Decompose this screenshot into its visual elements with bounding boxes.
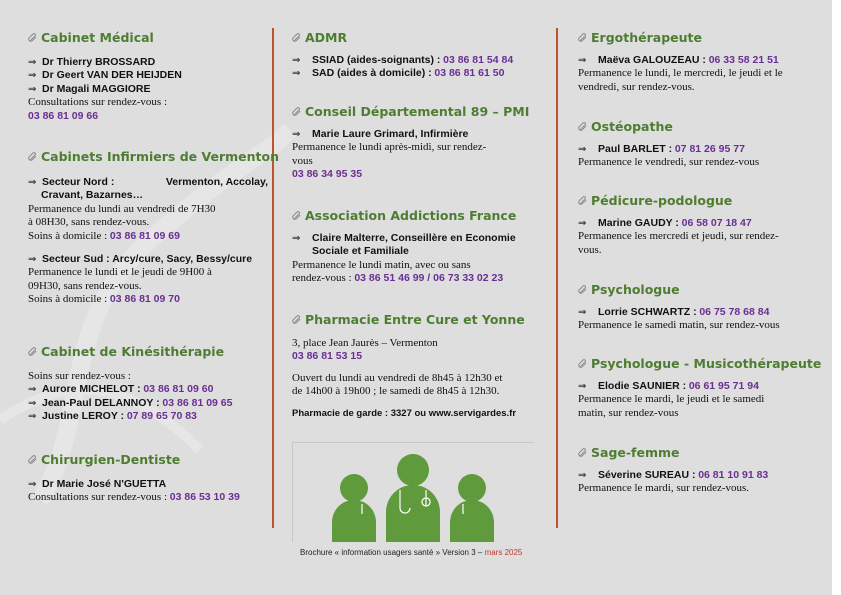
paperclip-icon [578, 196, 588, 206]
section-heading: Cabinets Infirmiers de Vermenton [28, 149, 268, 165]
phone-number[interactable]: 06 58 07 18 47 [681, 217, 752, 229]
section-ergo: Ergothérapeute ⇒ Maëva GALOUZEAU : 06 33 58 21 51 Permanence le lundi, le mercredi, le jeudi et le vendredi, sur rendez-vous. [578, 30, 818, 94]
phone-number[interactable]: 03 86 53 10 39 [169, 491, 240, 504]
paperclip-icon [292, 211, 302, 221]
pharmacie-garde: Pharmacie de garde : 3327 ou www.servigardes.fr [292, 407, 517, 419]
paperclip-icon [28, 152, 38, 162]
section-heading: Chirurgien-Dentiste [28, 452, 268, 468]
phone-number[interactable]: 03 86 81 61 50 [434, 67, 505, 80]
column-divider-right [556, 28, 558, 528]
section-addictions: Association Addictions France ⇒ Claire Malterre, Conseillère en Economie Sociale et Familiale Permanence le lundi matin, avec ou sans rendez-vous : 03 86 51 46 99 / 06 73 33 02 23 [292, 208, 540, 286]
secteur-nord-line: ⇒ Secteur Nord : Vermenton, Accolay, [28, 176, 268, 188]
section-dentiste: Chirurgien-Dentiste ⇒ Dr Marie José N'GUETTA Consultations sur rendez-vous : 03 86 53 10 39 [28, 452, 268, 505]
paperclip-icon [578, 33, 588, 43]
secteur-sud-line: ⇒ Secteur Sud : Arcy/cure, Sacy, Bessy/cure [28, 253, 253, 266]
doctor-line: ⇒ Dr Thierry BROSSARD [28, 56, 156, 68]
section-cabinet-medical [28, 30, 268, 123]
paperclip-icon [28, 455, 38, 465]
section-heading: Conseil Départemental 89 – PMI [292, 104, 540, 120]
phone-number[interactable]: 06 81 10 91 83 [698, 469, 769, 481]
section-infirmiers: Cabinets Infirmiers de Vermenton ⇒ Secteur Nord : Vermenton, Accolay, Cravant, Bazarnes… Permanence du lundi au vendredi de 7H30 à 08H30, sans rendez-vous. Soins à domicile : 03 86 81 09 69 ⇒ Secteur Sud : Arcy/cure, Sacy, Bessy/cure Permanence le lundi et le jeudi de 9H00 à 09H30, sans rendez-vous. Soins à domicile : 03 86 81 09 70 [28, 149, 279, 306]
section-sage-femme: Sage-femme ⇒ Séverine SUREAU : 06 81 10 91 83 Permanence le mardi, sur rendez-vous. [578, 445, 818, 496]
phone-number[interactable]: 06 61 95 71 94 [688, 380, 759, 392]
doctor-line: ⇒ Dr Magali MAGGIORE [28, 82, 151, 95]
phone-number[interactable]: 03 86 81 54 84 [443, 54, 514, 66]
column-divider-left [272, 28, 274, 528]
paperclip-icon [578, 122, 588, 132]
section-pharmacie: Pharmacie Entre Cure et Yonne 3, place Jean Jaurès – Vermenton 03 86 81 53 15 Ouvert du lundi au vendredi de 8h45 à 12h30 et de 14h00 à 19h00 ; le samedi de 8h45 à 12h30. Pharmacie de garde : 3327 ou www.servigardes.fr [292, 312, 540, 420]
paperclip-icon [292, 315, 302, 325]
dentiste-line: ⇒ Dr Marie José N'GUETTA [28, 478, 167, 490]
section-heading: Cabinet Médical [28, 30, 268, 46]
section-heading: Psychologue - Musicothérapeute [578, 356, 818, 372]
section-heading: Pédicure-podologue [578, 193, 818, 209]
section-psycho: Psychologue ⇒ Lorrie SCHWARTZ : 06 75 78 68 84 Permanence le samedi matin, sur rendez-vous [578, 282, 818, 333]
kine-line: ⇒ Justine LEROY : 07 89 65 70 83 [28, 410, 197, 423]
phone-number[interactable]: 06 33 58 21 51 [708, 54, 779, 66]
paperclip-icon [28, 33, 38, 43]
section-osteo: Ostéopathe ⇒ Paul BARLET : 07 81 26 95 77 Permanence le vendredi, sur rendez-vous [578, 119, 818, 170]
phone-number[interactable]: 06 75 78 68 84 [699, 306, 770, 318]
section-heading: ADMR [292, 30, 540, 46]
paperclip-icon [292, 33, 302, 43]
phone-number[interactable]: 07 89 65 70 83 [126, 410, 197, 423]
phone-number[interactable]: 03 86 81 09 65 [162, 396, 233, 409]
paperclip-icon [578, 359, 588, 369]
section-heading: Sage-femme [578, 445, 818, 461]
footer: Brochure « information usagers santé » Version 3 – mars 2025 [300, 548, 523, 557]
section-pedicure: Pédicure-podologue ⇒ Marine GAUDY : 06 58 07 18 47 Permanence les mercredi et jeudi, sur rendez- vous. [578, 193, 818, 257]
doctor-line: ⇒ Dr Geert VAN DER HEIJDEN [28, 69, 182, 82]
phone-number[interactable]: 03 86 34 95 35 [292, 168, 363, 181]
consult-text: Consultations sur rendez-vous : [28, 96, 168, 109]
section-heading: Ergothérapeute [578, 30, 818, 46]
address: 3, place Jean Jaurès – Vermenton [292, 337, 438, 349]
paperclip-icon [28, 347, 38, 357]
section-heading: Ostéopathe [578, 119, 818, 135]
section-heading: Pharmacie Entre Cure et Yonne [292, 312, 540, 328]
phone-number[interactable]: 03 86 81 09 66 [28, 109, 99, 122]
phone-number[interactable]: 07 81 26 95 77 [674, 143, 745, 155]
kine-line: ⇒ Jean-Paul DELANNOY : 03 86 81 09 65 [28, 396, 233, 409]
paperclip-icon [292, 107, 302, 117]
phone-number[interactable]: 03 86 81 53 15 [292, 350, 363, 363]
section-heading: Association Addictions France [292, 208, 540, 224]
section-musico: Psychologue - Musicothérapeute ⇒ Elodie SAUNIER : 06 61 95 71 94 Permanence le mardi, le jeudi et le samedi matin, sur rendez-vous [578, 356, 822, 419]
phone-number[interactable]: 03 86 81 09 69 [109, 229, 180, 242]
section-pmi: Conseil Départemental 89 – PMI ⇒ Marie Laure Grimard, Infirmière Permanence le lundi après-midi, sur rendez- vous 03 86 34 95 35 [292, 104, 540, 182]
section-heading: Psychologue [578, 282, 818, 298]
phone-number[interactable]: 03 86 81 09 70 [109, 293, 180, 306]
section-admr: ADMR ⇒ SSIAD (aides-soignants) : 03 86 81 54 84 ⇒ SAD (aides à domicile) : 03 86 81 61 50 [292, 30, 540, 81]
section-kine: Cabinet de Kinésithérapie Soins sur rendez-vous : ⇒ Aurore MICHELOT : 03 86 81 09 60 ⇒ Jean-Paul DELANNOY : 03 86 81 09 65 ⇒ Justine LEROY : 07 89 65 70 83 [28, 344, 268, 424]
paperclip-icon [578, 448, 588, 458]
phone-number[interactable]: 03 86 81 09 60 [143, 383, 214, 396]
section-heading: Cabinet de Kinésithérapie [28, 344, 268, 360]
kine-line: ⇒ Aurore MICHELOT : 03 86 81 09 60 [28, 383, 214, 396]
paperclip-icon [578, 285, 588, 295]
people-group-logo [292, 442, 534, 542]
phone-number[interactable]: 03 86 51 46 99 / 06 73 33 02 23 [354, 272, 504, 285]
permanence-text: Permanence du lundi au vendredi de 7H30 [28, 202, 216, 215]
